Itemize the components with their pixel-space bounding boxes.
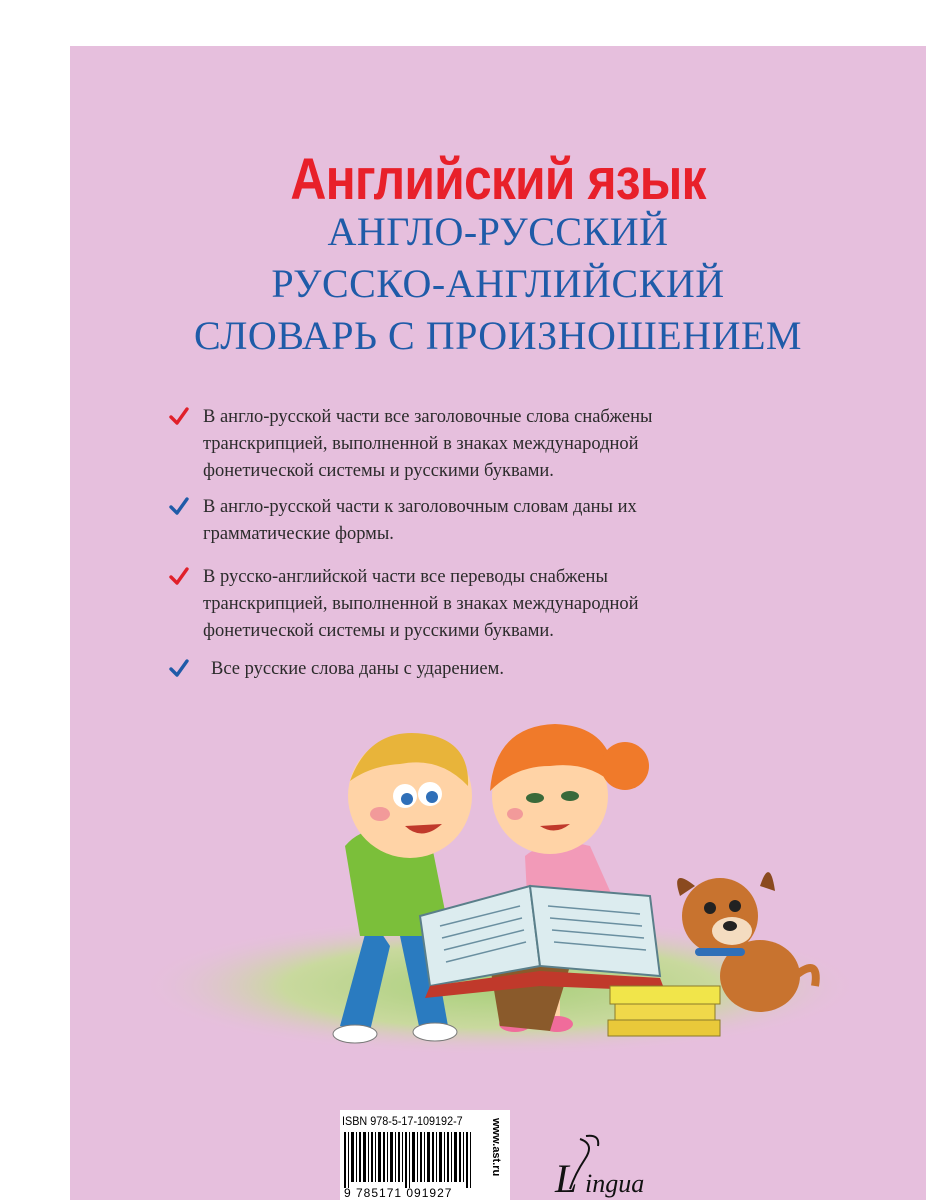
stacked-books — [608, 986, 720, 1036]
checkmark-icon — [169, 496, 189, 516]
subtitle-line-1: АНГЛО-РУССКИЙ — [327, 209, 669, 254]
feature-text — [203, 564, 843, 645]
feature-line: фонетической системы и русскими буквами. — [203, 461, 554, 481]
book-back-cover — [70, 46, 926, 1200]
feature-item-4 — [203, 656, 843, 683]
lingua-logo-icon — [550, 1134, 700, 1200]
subtitle-line-3: СЛОВАРЬ С ПРОИЗНОШЕНИЕМ — [194, 313, 802, 358]
feature-line: транскрипцией, выполненной в знаках международной — [203, 434, 639, 454]
subtitle-line-2: РУССКО-АНГЛИЙСКИЙ — [271, 261, 725, 306]
feature-item-1 — [203, 404, 843, 485]
feature-line: В русско-английской части все переводы снабжены — [203, 567, 608, 587]
feature-line: грамматические формы. — [203, 524, 394, 544]
feature-text — [203, 404, 843, 485]
feature-item-3 — [203, 564, 843, 645]
isbn-text: ISBN 978-5-17-109192-7 — [342, 1114, 463, 1128]
open-book — [420, 886, 665, 998]
feature-item-2 — [203, 494, 843, 548]
feature-line: В англо-русской части к заголовочным словам даны их — [203, 497, 637, 517]
feature-line: фонетической системы и русскими буквами. — [203, 621, 554, 641]
feature-text — [203, 494, 843, 548]
feature-line: В англо-русской части все заголовочные слова снабжены — [203, 407, 653, 427]
kids-reading-illustration — [70, 686, 926, 1066]
checkmark-icon — [169, 658, 189, 678]
checkmark-icon — [169, 406, 189, 426]
barcode-number: 9 785171 091927 — [344, 1186, 453, 1200]
book-title: Английский язык — [290, 147, 706, 212]
barcode-block — [340, 1110, 510, 1200]
feature-text — [203, 656, 843, 683]
svg-text:L: L — [555, 1156, 578, 1200]
publisher-url: www.ast.ru — [490, 1118, 502, 1177]
checkmark-icon — [169, 566, 189, 586]
feature-line: транскрипцией, выполненной в знаках международной — [203, 594, 639, 614]
feature-line: Все русские слова даны с ударением. — [211, 659, 504, 679]
barcode-icon — [342, 1132, 482, 1188]
svg-text:ingua: ingua — [585, 1169, 645, 1198]
